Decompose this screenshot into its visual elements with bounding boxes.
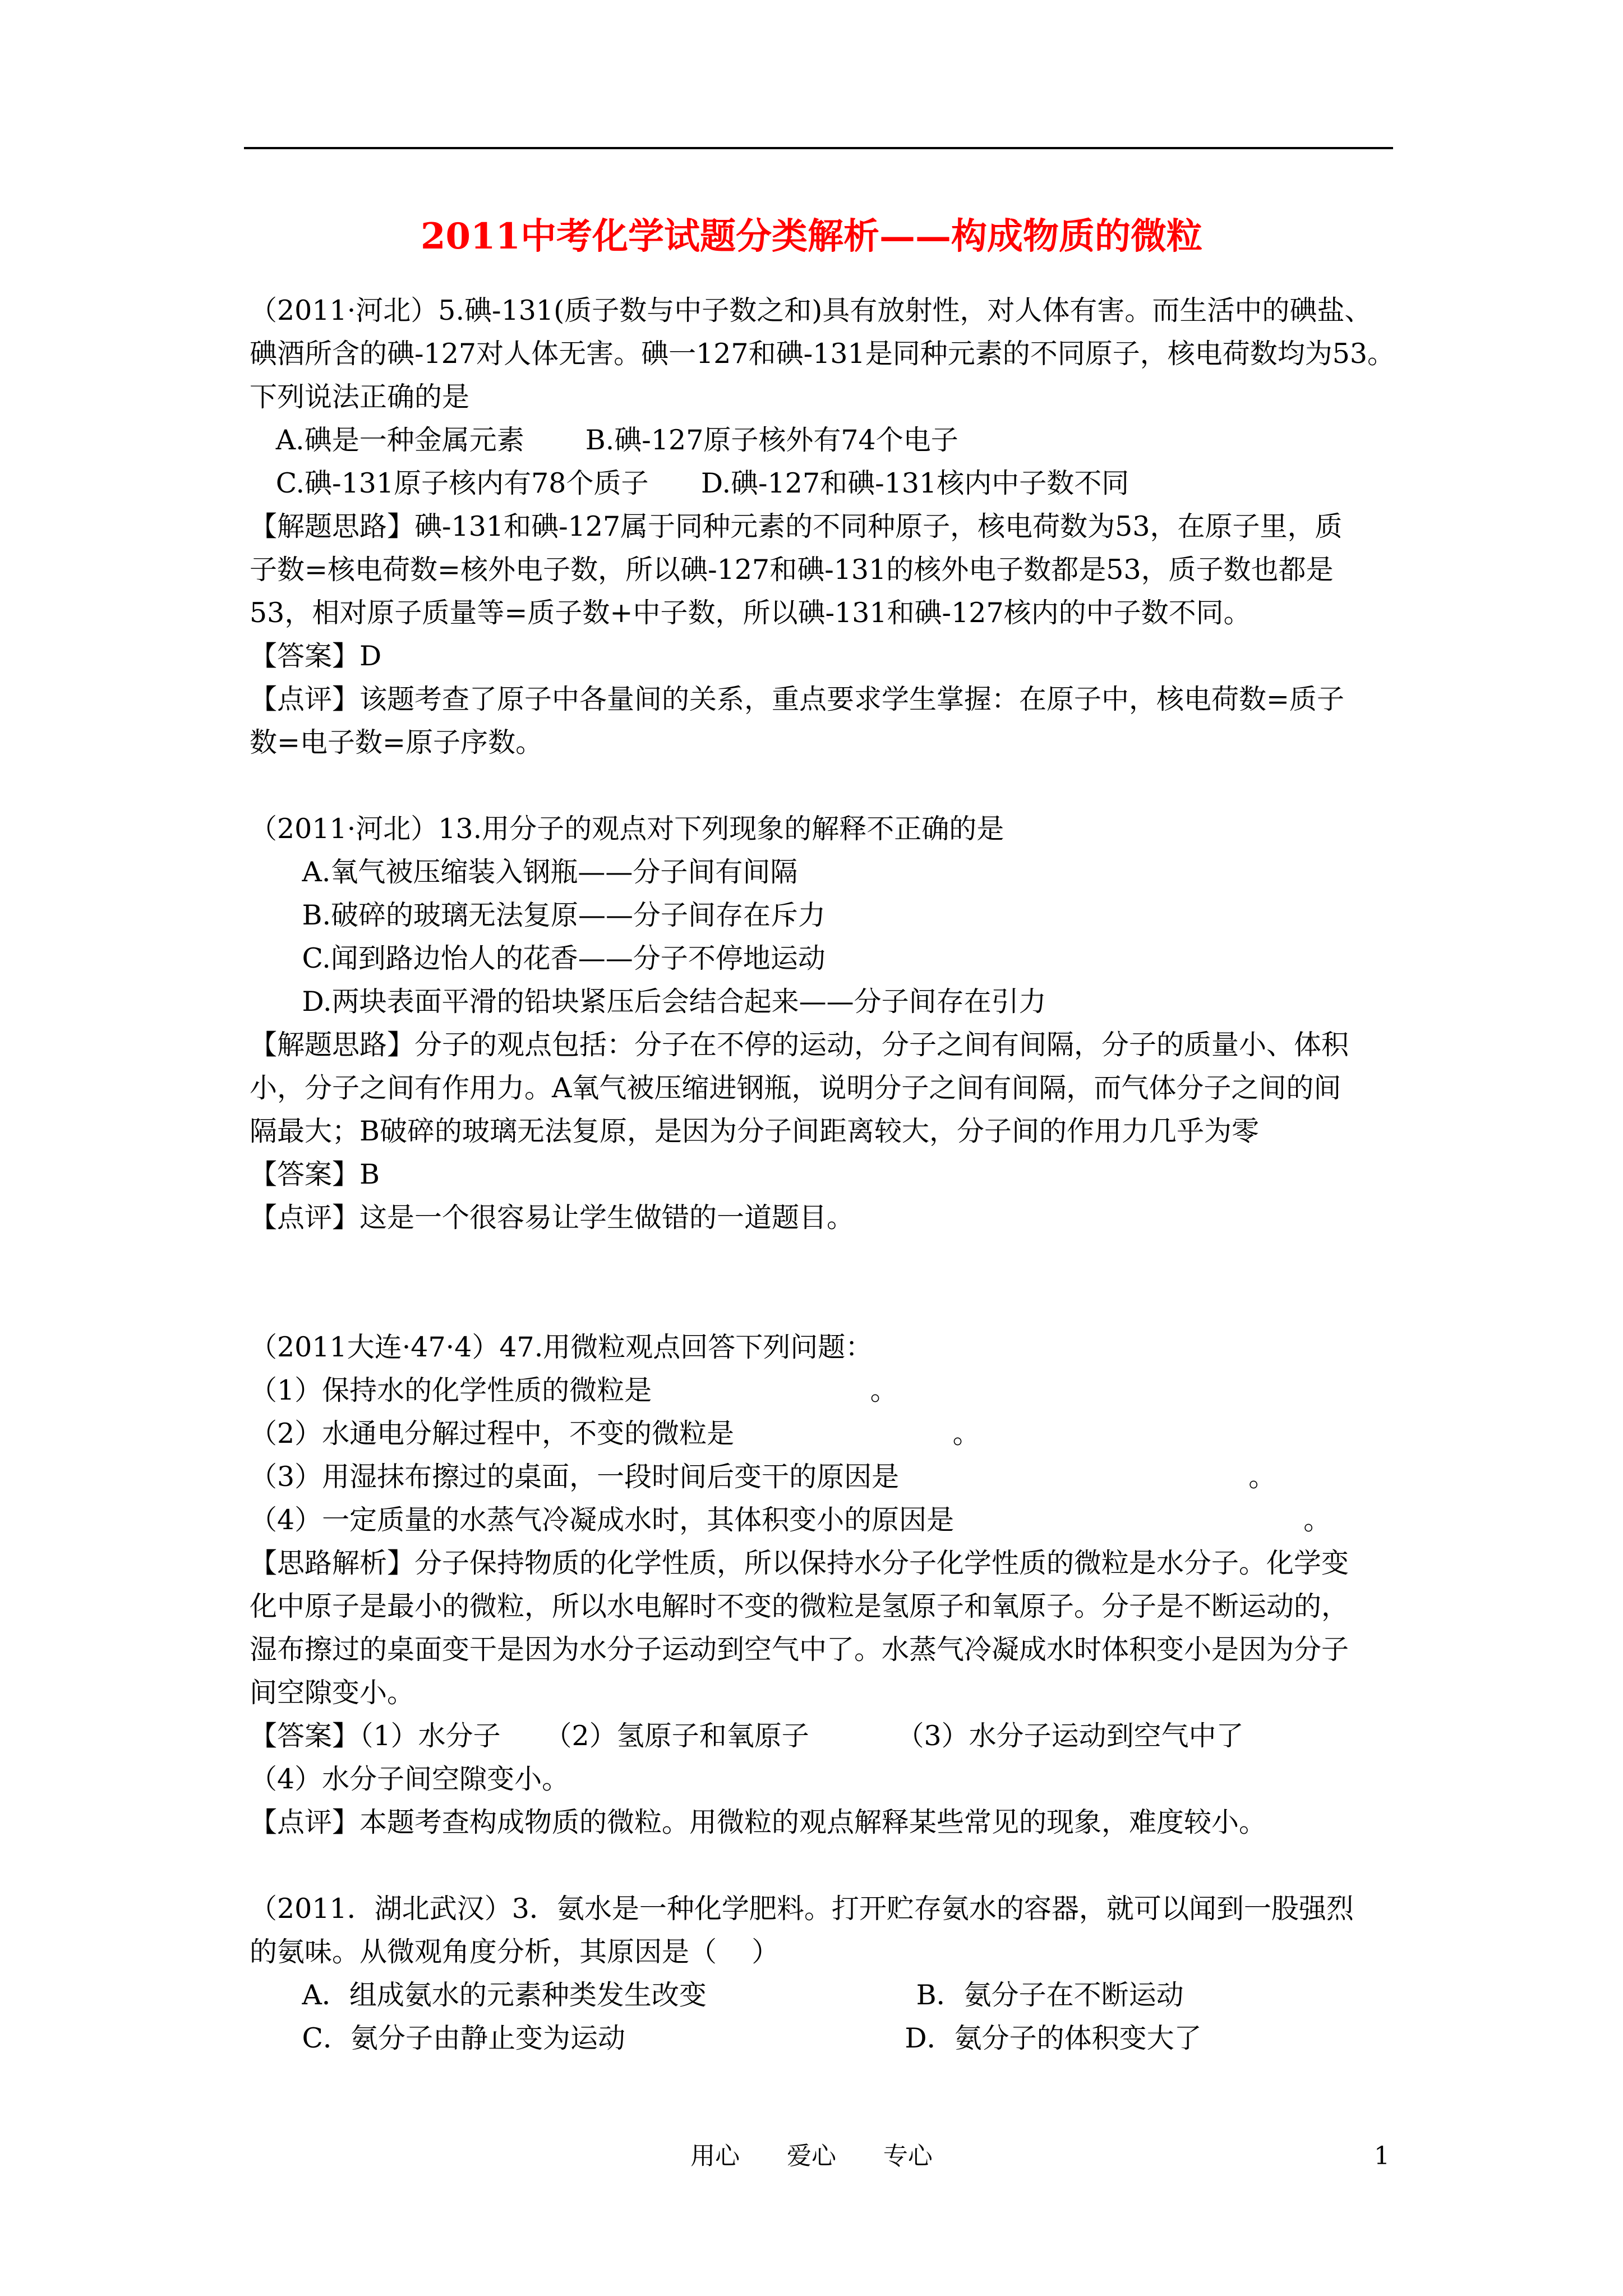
q2-option-line: A.氧气被压缩装入钢瓶——分子间有间隔 — [250, 856, 798, 888]
q3-subquestion: （2）水通电分解过程中，不变的微粒是 。 — [250, 1418, 980, 1450]
q1-line: 下列说法正确的是 — [250, 381, 470, 413]
q3-line: （2011大连·47·4）47.用微粒观点回答下列问题： — [250, 1331, 873, 1363]
q4-line: 的氨味。从微观角度分析，其原因是（ ） — [250, 1936, 780, 1968]
question-3 — [250, 1326, 1394, 1844]
q1-option-line: C.碘-131原子核内有78个质子 D.碘-127和碘-131核内中子数不同 — [250, 467, 1129, 499]
page-title: 2011中考化学试题分类解析——构成物质的微粒 — [420, 215, 1203, 257]
q2-option-line: C.闻到路边怡人的花香——分子不停地运动 — [250, 942, 826, 974]
q3-answer: （4）水分子间空隙变小。 — [250, 1763, 570, 1795]
q1-line: （2011·河北）5.碘-131(质子数与中子数之和)具有放射性，对人体有害。而生活中的碘盐、 — [250, 295, 1372, 326]
q3-analysis: 化中原子是最小的微粒，所以水电解时不变的微粒是氢原子和氧原子。分子是不断运动的， — [250, 1590, 1349, 1622]
q3-analysis: 湿布擦过的桌面变干是因为水分子运动到空气中了。水蒸气冷凝成水时体积变小是因为分子 — [250, 1634, 1349, 1665]
q1-analysis: 子数=核电荷数=核外电子数，所以碘-127和碘-131的核外电子数都是53，质子数也都是 — [250, 554, 1334, 586]
q1-comment: 【点评】该题考查了原子中各量间的关系，重点要求学生掌握：在原子中，核电荷数=质子 — [250, 683, 1345, 715]
question-1 — [250, 289, 1394, 764]
q1-analysis: 53，相对原子质量等=质子数+中子数，所以碘-131和碘-127核内的中子数不同。 — [250, 597, 1251, 629]
q1-analysis: 【解题思路】碘-131和碘-127属于同种元素的不同种原子，核电荷数为53，在原子里，质 — [250, 510, 1343, 542]
q3-subquestion: （1）保持水的化学性质的微粒是 。 — [250, 1374, 898, 1406]
q2-option-line: D.两块表面平滑的铅块紧压后会结合起来——分子间存在引力 — [250, 986, 1046, 1018]
q2-answer: 【答案】B — [250, 1158, 380, 1190]
q4-option-line: C．氨分子由静止变为运动 D．氨分子的体积变大了 — [250, 2022, 1202, 2054]
q1-comment: 数=电子数=原子序数。 — [250, 726, 543, 758]
page-number: 1 — [1374, 2142, 1390, 2170]
q2-analysis: 【解题思路】分子的观点包括：分子在不停的运动，分子之间有间隔，分子的质量小、体积 — [250, 1029, 1349, 1061]
q2-comment: 【点评】这是一个很容易让学生做错的一道题目。 — [250, 1202, 855, 1234]
q3-answer: 【答案】（1）水分子 （2）氢原子和氧原子 （3）水分子运动到空气中了 — [250, 1720, 1244, 1752]
q3-subquestion: （4）一定质量的水蒸气冷凝成水时，其体积变小的原因是 。 — [250, 1504, 1331, 1536]
q1-option-line: A.碘是一种金属元素 B.碘-127原子核外有74个电子 — [250, 424, 958, 456]
q3-analysis: 间空隙变小。 — [250, 1677, 415, 1709]
question-2 — [250, 807, 1394, 1239]
question-4 — [250, 1887, 1394, 2060]
q4-option-line: A．组成氨水的元素种类发生改变 B．氨分子在不断运动 — [250, 1979, 1184, 2011]
q2-analysis: 隔最大；B破碎的玻璃无法复原，是因为分子间距离较大，分子间的作用力几乎为零 — [250, 1115, 1260, 1147]
header-rule — [244, 147, 1393, 149]
q4-line: （2011．湖北武汉）3．氨水是一种化学肥料。打开贮存氨水的容器，就可以闻到一股强烈 — [250, 1893, 1354, 1925]
q2-option-line: B.破碎的玻璃无法复原——分子间存在斥力 — [250, 899, 826, 931]
q3-subquestion: （3）用湿抹布擦过的桌面，一段时间后变干的原因是 。 — [250, 1461, 1276, 1493]
q3-analysis: 【思路解析】分子保持物质的化学性质，所以保持水分子化学性质的微粒是水分子。化学变 — [250, 1547, 1349, 1579]
q2-analysis: 小，分子之间有作用力。A氧气被压缩进钢瓶，说明分子之间有间隔，而气体分子之间的间 — [250, 1072, 1341, 1104]
q1-line: 碘酒所含的碘-127对人体无害。碘一127和碘-131是同种元素的不同原子，核电荷数均为53。 — [250, 338, 1395, 370]
footer-motto: 用心 爱心 专心 — [690, 2142, 933, 2170]
q3-comment: 【点评】本题考查构成物质的微粒。用微粒的观点解释某些常见的现象，难度较小。 — [250, 1806, 1267, 1838]
q1-answer: 【答案】D — [250, 640, 382, 672]
q2-line: （2011·河北）13.用分子的观点对下列现象的解释不正确的是 — [250, 813, 1004, 845]
document-body — [250, 289, 1394, 2060]
